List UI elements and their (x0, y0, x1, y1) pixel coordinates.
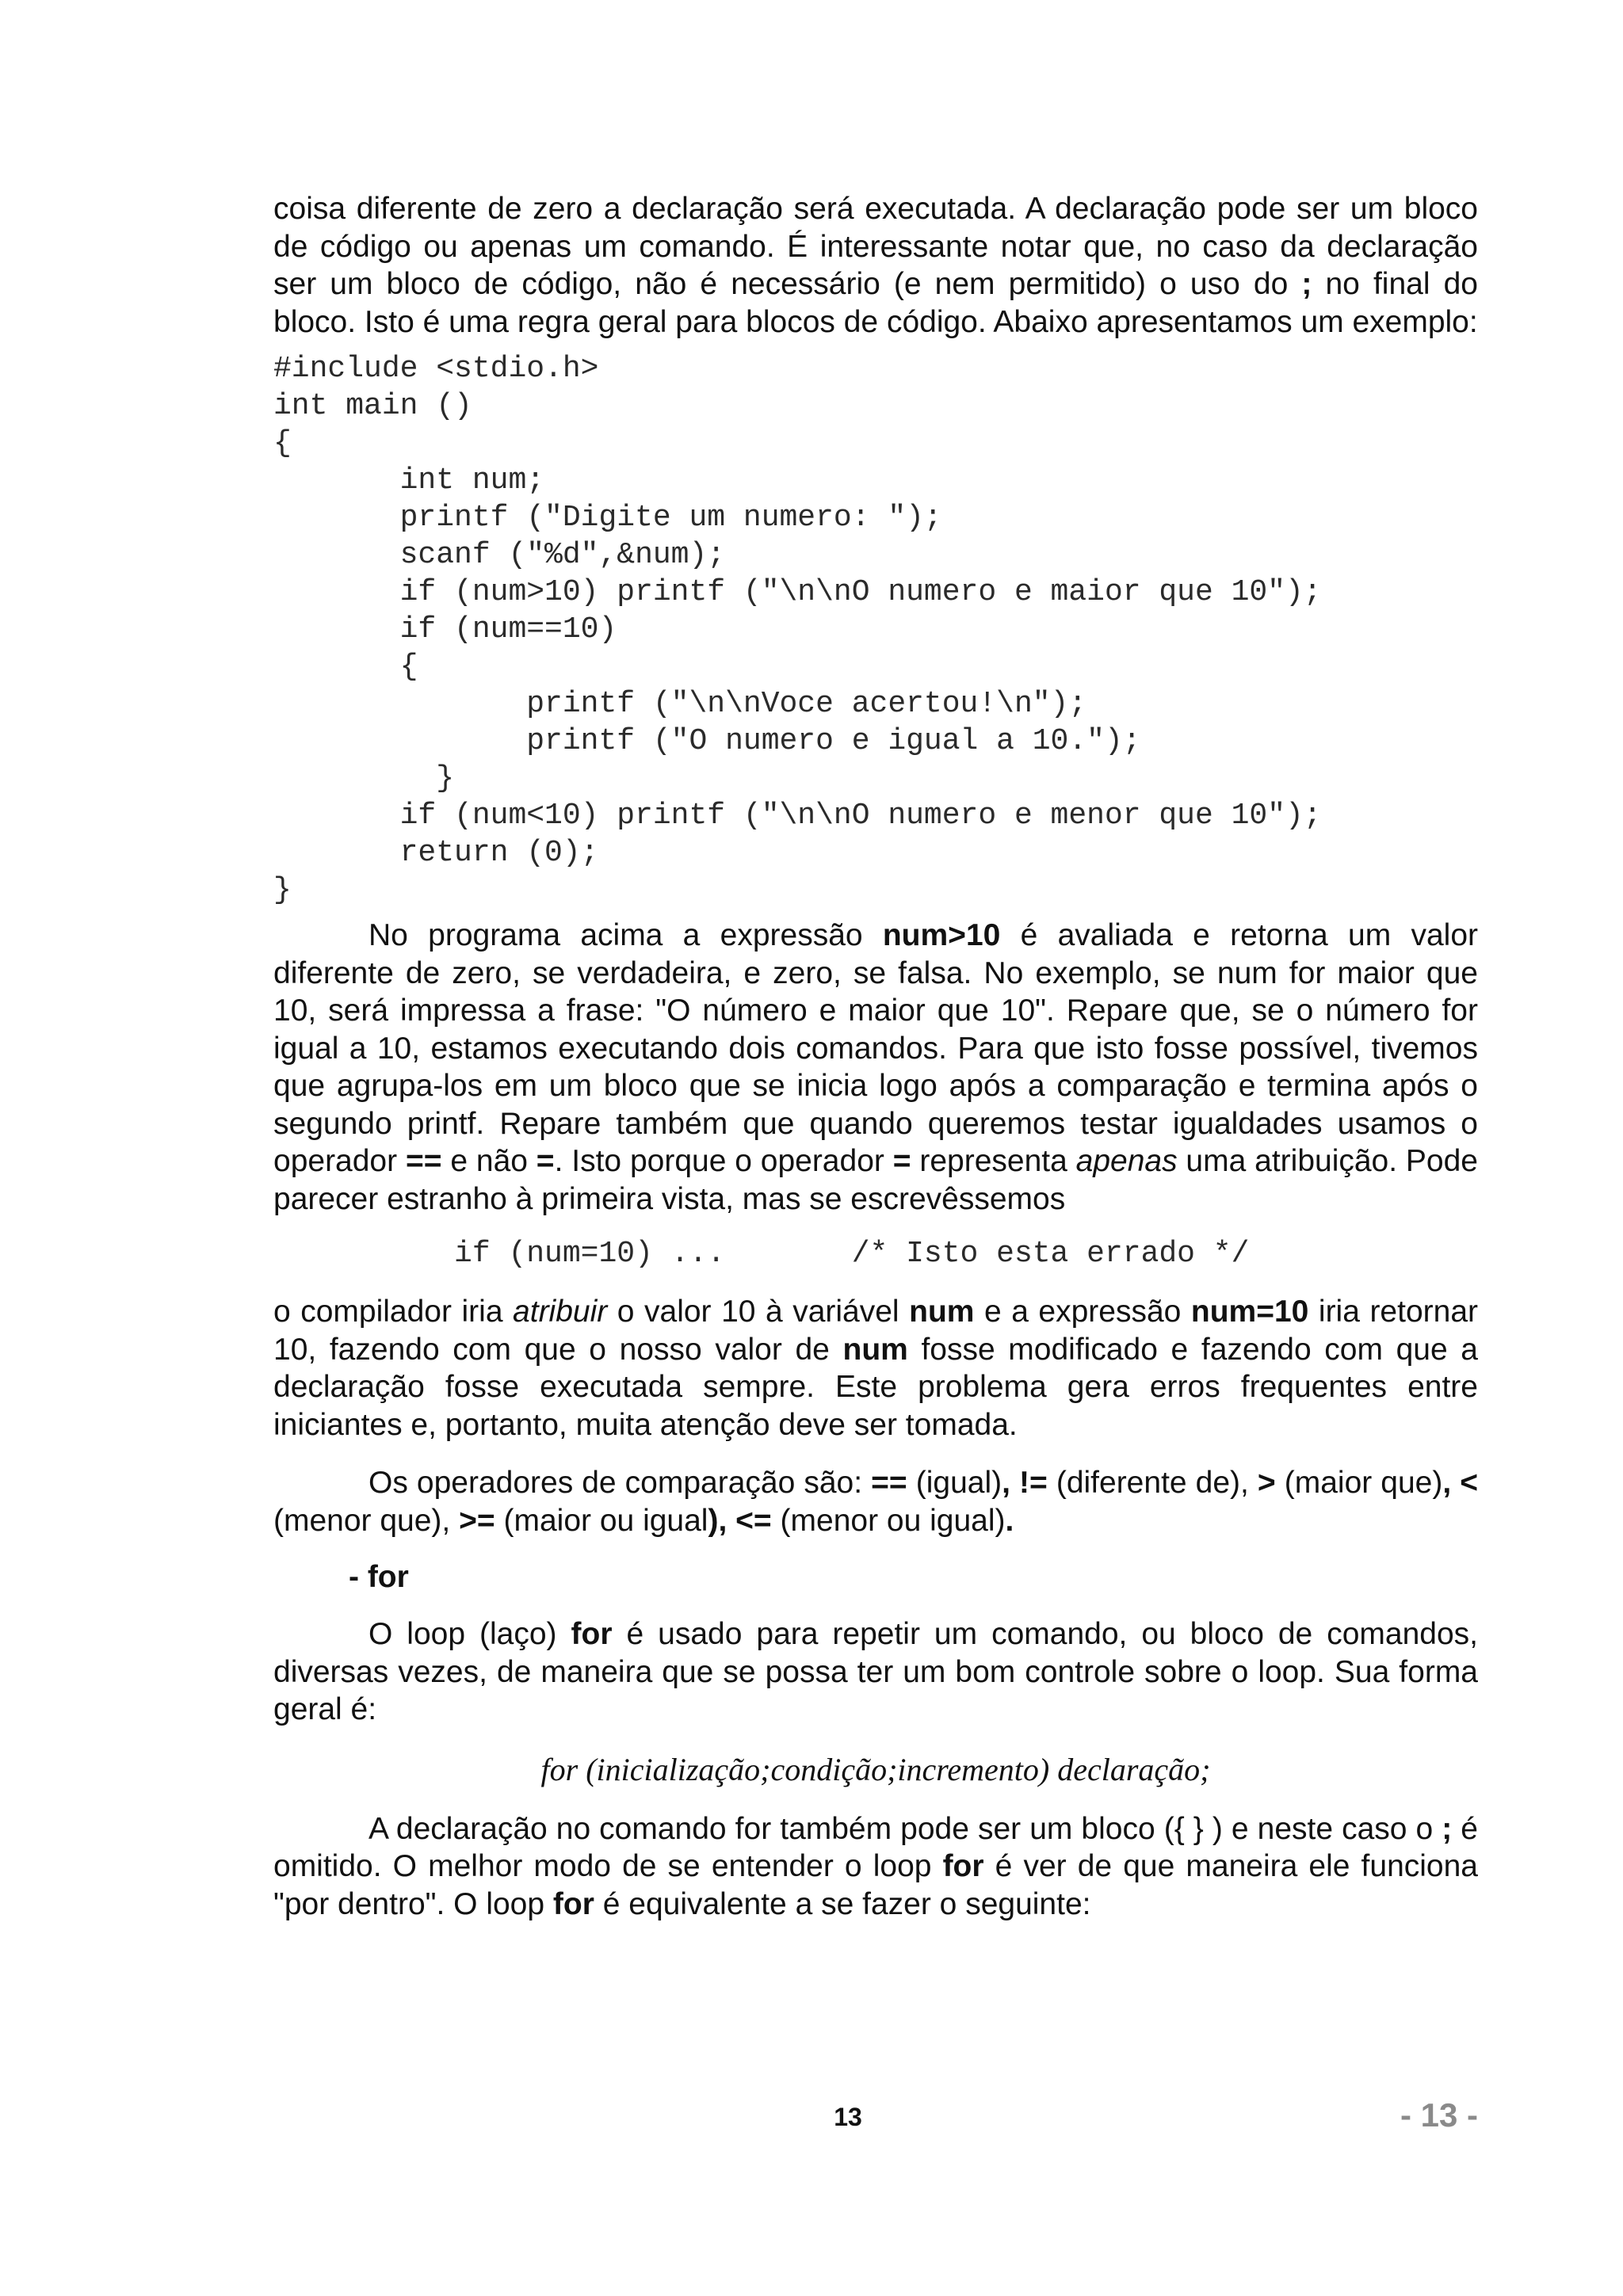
text-run-bold: , (1442, 1466, 1452, 1500)
text-run-bold: >= (459, 1503, 495, 1538)
text-run-bold: num (842, 1332, 908, 1367)
code-line: int main () (273, 389, 472, 423)
text-run: (igual) (907, 1466, 1002, 1500)
text-run: uma atribuição. Pode parecer estranho à primeira vista, mas se escrevêssemos (273, 1144, 1478, 1216)
text-run: iria retornar 10, fazendo com que o nosso valor de (273, 1295, 1478, 1367)
text-run-bold: . (1005, 1503, 1014, 1538)
text-run (1010, 1466, 1019, 1500)
code-line: printf ("O numero e igual a 10."); (273, 724, 1141, 758)
code-line: return (0); (273, 836, 599, 870)
text-run: (menor que), (273, 1503, 460, 1538)
for-general-form: for (inicialização;condição;incremento) declaração; (540, 1751, 1211, 1787)
text-run-bold: ; (1301, 267, 1312, 301)
code-line: { (273, 426, 292, 460)
text-run: Os operadores de comparação são: (369, 1466, 872, 1500)
paragraph-intro (273, 190, 1478, 341)
text-run: o compilador iria (273, 1295, 514, 1329)
code-line: if (num==10) (273, 612, 617, 646)
code-line: scanf ("%d",&num); (273, 538, 726, 572)
text-run: e não (441, 1144, 537, 1178)
text-run-italic: apenas (1075, 1144, 1178, 1178)
text-run: representa (911, 1144, 1076, 1178)
code-line: } (273, 761, 455, 795)
text-run: O loop (laço) (369, 1617, 571, 1651)
text-run-bold: != (1019, 1466, 1048, 1500)
text-run: (menor ou igual) (771, 1503, 1006, 1538)
page-number-decorated: - 13 - (1400, 2096, 1478, 2134)
text-run-bold: = (536, 1144, 555, 1178)
text-run: No programa acima a expressão (369, 918, 883, 952)
code-line-wrong-example: if (num=10) ... /* Isto esta errado */ (273, 1237, 1250, 1271)
page-number: 13 (834, 2103, 862, 2131)
text-run: é ver de que maneira ele funciona "por dentro". O loop (273, 1849, 1479, 1921)
text-run-bold: for (571, 1617, 613, 1651)
paragraph-operators (273, 1464, 1478, 1539)
text-run-italic: atribuir (513, 1295, 608, 1329)
text-run-bold: num>10 (882, 918, 1001, 952)
paragraph-for-detail (273, 1810, 1478, 1924)
text-run: é equivalente a se fazer o seguinte: (594, 1886, 1091, 1921)
text-run: (diferente de), (1047, 1466, 1258, 1500)
text-run: é avaliada e retorna um valor diferente de zero, se verdadeira, e zero, se falsa. No exemplo, se num for maior que 10, será impressa a frase: "O número e maior que 10". Repare que, se o número for igual a 10, estamos executando dois comandos. Para que isto fosse possível, tivemos que agrupa-los em um bloco que se inicia logo após a comparação e termina após o segundo printf. Repare também que quando queremos testar igualdades usamos o operador (273, 918, 1478, 1178)
text-run-bold: for (552, 1886, 594, 1921)
text-run-bold: ), <= (708, 1503, 772, 1538)
text-run-bold: ; (1442, 1811, 1453, 1846)
text-run-bold: > (1257, 1466, 1276, 1500)
text-run (1451, 1466, 1460, 1500)
text-run-bold: == (871, 1466, 907, 1500)
text-run: (maior ou igual (495, 1503, 708, 1538)
text-column (273, 190, 1478, 1923)
text-run-bold: num (909, 1295, 975, 1329)
text-run-bold: for (942, 1849, 984, 1883)
code-line: { (273, 650, 418, 684)
text-run: é omitido. O melhor modo de se entender o loop (273, 1811, 1478, 1883)
code-line: int num; (273, 463, 545, 498)
text-run: o valor 10 à variável (607, 1295, 910, 1329)
code-line: printf ("Digite um numero: "); (273, 501, 942, 535)
paragraph-explain (273, 917, 1478, 1218)
text-run-bold: num=10 (1190, 1295, 1309, 1329)
text-run: e a expressão (974, 1295, 1191, 1329)
code-line: if (num<10) printf ("\n\nO numero e menor que 10"); (273, 799, 1322, 833)
section-heading-for: - for (349, 1560, 409, 1594)
text-run: coisa diferente de zero a declaração será executada. A declaração pode ser um bloco de código ou apenas um comando. É interessante notar que, no caso da declaração ser um bloco de código, não é necessário (e nem permitido) o uso do (273, 192, 1478, 301)
text-run-bold: < (1460, 1466, 1479, 1500)
code-line: } (273, 873, 292, 907)
paragraph-for (273, 1615, 1478, 1729)
text-run: A declaração no comando for também pode ser um bloco ({ } ) e neste caso o (369, 1811, 1442, 1846)
text-run-bold: , (1002, 1466, 1010, 1500)
code-line: printf ("\n\nVoce acertou!\n"); (273, 687, 1087, 721)
code-line: if (num>10) printf ("\n\nO numero e maior que 10"); (273, 575, 1322, 609)
text-run: é usado para repetir um comando, ou bloco de comandos, diversas vezes, de maneira que se possa ter um bom controle sobre o loop. Sua forma geral é: (273, 1617, 1478, 1726)
text-run: (maior que) (1275, 1466, 1443, 1500)
code-block-main (273, 350, 1478, 909)
text-run-bold: == (405, 1144, 442, 1178)
text-run: fosse modificado e fazendo com que a declaração fosse executada sempre. Este problema gera erros frequentes entre iniciantes e, portanto, muita atenção deve ser tomada. (273, 1332, 1478, 1442)
text-run-bold: = (892, 1144, 911, 1178)
paragraph-compiler (273, 1293, 1478, 1444)
text-run: . Isto porque o operador (554, 1144, 893, 1178)
code-line: #include <stdio.h> (273, 352, 599, 386)
text-run: no final do bloco. Isto é uma regra geral para blocos de código. Abaixo apresentamos um exemplo: (273, 267, 1478, 339)
